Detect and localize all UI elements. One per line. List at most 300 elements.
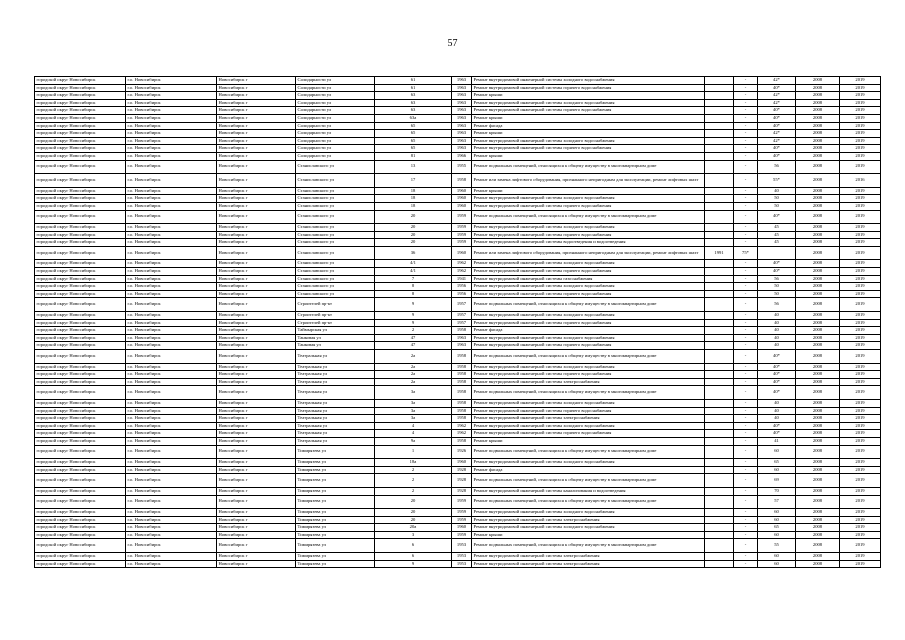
table-row [35, 466, 881, 474]
cell-value-1 [705, 386, 734, 400]
cell-house-number: 18 [375, 202, 452, 210]
cell-house-number: 20 [375, 231, 452, 239]
cell-municipal-district: городской округ Новосибирск [35, 130, 126, 138]
cell-municipality: г.о. Новосибирск [126, 275, 217, 283]
cell-year-from: 2008 [796, 466, 840, 474]
cell-value-3: 40* [758, 152, 796, 160]
cell-work-type: Ремонт подвальных помещений, относящихся к общему имуществу в многоквартирном доме [472, 474, 705, 488]
cell-year-to: 2019 [840, 539, 881, 553]
cell-street: Станиславского ул [296, 290, 375, 298]
cell-build-year: 1956 [452, 283, 472, 291]
cell-build-year: 1953 [452, 539, 472, 553]
cell-municipal-district: городской округ Новосибирск [35, 145, 126, 153]
cell-municipal-district: городской округ Новосибирск [35, 378, 126, 386]
cell-year-from: 2008 [796, 386, 840, 400]
cell-value-2: - [734, 268, 758, 276]
cell-work-type: Ремонт внутридомовой инженерной системы электроснабжения [472, 516, 705, 524]
cell-value-3: 56 [758, 275, 796, 283]
cell-value-2: - [734, 202, 758, 210]
cell-municipal-district: городской округ Новосибирск [35, 415, 126, 423]
cell-year-to: 2019 [840, 386, 881, 400]
table-row [35, 99, 881, 107]
cell-year-to: 2019 [840, 350, 881, 364]
cell-year-from: 2008 [796, 152, 840, 160]
cell-year-to: 2019 [840, 283, 881, 291]
cell-municipality: г.о. Новосибирск [126, 430, 217, 438]
cell-locality: Новосибирск г [217, 466, 296, 474]
cell-year-to: 2019 [840, 430, 881, 438]
cell-build-year: 1926 [452, 445, 472, 459]
cell-work-type: Ремонт крыши [472, 187, 705, 195]
cell-work-type: Ремонт крыши [472, 114, 705, 122]
cell-locality: Новосибирск г [217, 319, 296, 327]
cell-year-from: 2008 [796, 77, 840, 85]
table-row [35, 137, 881, 145]
cell-locality: Новосибирск г [217, 107, 296, 115]
cell-value-2: - [734, 283, 758, 291]
cell-value-1 [705, 312, 734, 320]
cell-build-year: 1928 [452, 487, 472, 495]
cell-value-2: - [734, 92, 758, 100]
table-row [35, 283, 881, 291]
cell-year-to: 2019 [840, 224, 881, 232]
cell-municipality: г.о. Новосибирск [126, 84, 217, 92]
table-row [35, 202, 881, 210]
cell-value-1 [705, 298, 734, 312]
cell-municipality: г.о. Новосибирск [126, 114, 217, 122]
cell-year-from: 2008 [796, 474, 840, 488]
cell-value-1 [705, 122, 734, 130]
cell-municipality: г.о. Новосибирск [126, 319, 217, 327]
cell-value-2: - [734, 122, 758, 130]
cell-locality: Новосибирск г [217, 407, 296, 415]
cell-municipal-district: городской округ Новосибирск [35, 407, 126, 415]
cell-house-number: 4/1 [375, 268, 452, 276]
cell-work-type: Ремонт подвальных помещений, относящихся к общему имуществу в многоквартирном доме [472, 386, 705, 400]
cell-year-to: 2019 [840, 77, 881, 85]
cell-work-type: Ремонт внутридомовой инженерной системы холодного водоснабжения [472, 459, 705, 467]
table-row [35, 363, 881, 371]
table-row [35, 107, 881, 115]
cell-value-1 [705, 239, 734, 247]
cell-house-number: 81 [375, 152, 452, 160]
table-row [35, 459, 881, 467]
cell-value-1 [705, 210, 734, 224]
cell-locality: Новосибирск г [217, 334, 296, 342]
cell-year-from: 2008 [796, 231, 840, 239]
cell-house-number: 8 [375, 283, 452, 291]
table-row [35, 487, 881, 495]
cell-municipal-district: городской округ Новосибирск [35, 290, 126, 298]
cell-value-2: - [734, 187, 758, 195]
cell-street: Станиславского ул [296, 174, 375, 188]
cell-house-number: 2 [375, 474, 452, 488]
cell-value-3: 40 [758, 187, 796, 195]
cell-municipal-district: городской округ Новосибирск [35, 239, 126, 247]
cell-street: Танковая ул [296, 334, 375, 342]
cell-year-from: 2008 [796, 246, 840, 260]
cell-municipal-district: городской округ Новосибирск [35, 531, 126, 539]
cell-year-from: 2008 [796, 268, 840, 276]
table-row [35, 298, 881, 312]
cell-locality: Новосибирск г [217, 371, 296, 379]
cell-build-year: 1963 [452, 137, 472, 145]
table-row [35, 195, 881, 203]
cell-municipal-district: городской округ Новосибирск [35, 137, 126, 145]
cell-municipality: г.о. Новосибирск [126, 516, 217, 524]
cell-value-2: - [734, 415, 758, 423]
table-body [35, 77, 881, 568]
cell-locality: Новосибирск г [217, 363, 296, 371]
cell-value-1 [705, 466, 734, 474]
cell-house-number: 13 [375, 160, 452, 174]
cell-municipality: г.о. Новосибирск [126, 371, 217, 379]
cell-value-3: 65 [758, 524, 796, 532]
table-row [35, 260, 881, 268]
cell-house-number: 7 [375, 275, 452, 283]
cell-build-year: 1953 [452, 553, 472, 561]
cell-value-3: 69 [758, 474, 796, 488]
cell-locality: Новосибирск г [217, 145, 296, 153]
cell-year-to: 2019 [840, 152, 881, 160]
cell-value-2: - [734, 114, 758, 122]
cell-street: Театральная ул [296, 430, 375, 438]
cell-build-year: 1960 [452, 524, 472, 532]
cell-work-type: Ремонт внутридомовой инженерной системы холодного водоснабжения [472, 509, 705, 517]
cell-value-3: 60 [758, 509, 796, 517]
table-row [35, 174, 881, 188]
cell-locality: Новосибирск г [217, 231, 296, 239]
cell-municipality: г.о. Новосибирск [126, 553, 217, 561]
cell-build-year: 1928 [452, 474, 472, 488]
cell-year-from: 2008 [796, 407, 840, 415]
cell-house-number: 3 [375, 531, 452, 539]
cell-value-1 [705, 415, 734, 423]
cell-municipal-district: городской округ Новосибирск [35, 560, 126, 568]
cell-street: Солидарности ул [296, 114, 375, 122]
cell-municipality: г.о. Новосибирск [126, 99, 217, 107]
cell-locality: Новосибирск г [217, 350, 296, 364]
cell-value-1 [705, 495, 734, 509]
cell-locality: Новосибирск г [217, 327, 296, 335]
cell-municipal-district: городской округ Новосибирск [35, 114, 126, 122]
cell-municipal-district: городской округ Новосибирск [35, 298, 126, 312]
cell-year-to: 2019 [840, 363, 881, 371]
cell-house-number: 2а [375, 363, 452, 371]
cell-municipal-district: городской округ Новосибирск [35, 195, 126, 203]
cell-work-type: Ремонт крыши [472, 92, 705, 100]
cell-house-number: 20 [375, 239, 452, 247]
cell-municipal-district: городской округ Новосибирск [35, 202, 126, 210]
cell-work-type: Ремонт фасада [472, 466, 705, 474]
cell-locality: Новосибирск г [217, 202, 296, 210]
cell-year-from: 2008 [796, 187, 840, 195]
cell-house-number: 20 [375, 509, 452, 517]
cell-municipal-district: городской округ Новосибирск [35, 268, 126, 276]
cell-locality: Новосибирск г [217, 378, 296, 386]
cell-value-2: - [734, 474, 758, 488]
cell-street: Солидарности ул [296, 99, 375, 107]
cell-value-2: - [734, 334, 758, 342]
cell-street: Тимирязева ул [296, 539, 375, 553]
cell-value-3: 40* [758, 378, 796, 386]
cell-municipality: г.о. Новосибирск [126, 122, 217, 130]
cell-municipal-district: городской округ Новосибирск [35, 466, 126, 474]
cell-locality: Новосибирск г [217, 474, 296, 488]
cell-house-number: 65 [375, 130, 452, 138]
cell-value-1 [705, 84, 734, 92]
cell-value-2: - [734, 553, 758, 561]
cell-value-1 [705, 260, 734, 268]
table-row [35, 246, 881, 260]
cell-year-to: 2019 [840, 137, 881, 145]
cell-build-year: 1958 [452, 327, 472, 335]
cell-house-number: 63 [375, 107, 452, 115]
cell-build-year: 1963 [452, 342, 472, 350]
cell-municipality: г.о. Новосибирск [126, 202, 217, 210]
table-row [35, 437, 881, 445]
cell-value-3: 40* [758, 114, 796, 122]
cell-build-year: 1959 [452, 495, 472, 509]
cell-value-2: - [734, 487, 758, 495]
cell-value-1 [705, 459, 734, 467]
cell-year-to: 2019 [840, 399, 881, 407]
cell-build-year: 1963 [452, 92, 472, 100]
cell-value-1 [705, 77, 734, 85]
cell-value-1 [705, 202, 734, 210]
cell-municipality: г.о. Новосибирск [126, 560, 217, 568]
cell-street: Станиславского ул [296, 283, 375, 291]
table-row [35, 312, 881, 320]
table-row [35, 231, 881, 239]
cell-municipal-district: городской округ Новосибирск [35, 437, 126, 445]
cell-year-to: 2019 [840, 92, 881, 100]
cell-year-to: 2019 [840, 246, 881, 260]
cell-locality: Новосибирск г [217, 239, 296, 247]
cell-year-to: 2019 [840, 231, 881, 239]
cell-house-number: 17 [375, 174, 452, 188]
cell-municipal-district: городской округ Новосибирск [35, 327, 126, 335]
cell-value-2: - [734, 275, 758, 283]
cell-value-2: - [734, 509, 758, 517]
cell-build-year: 1958 [452, 363, 472, 371]
cell-build-year: 1963 [452, 130, 472, 138]
cell-work-type: Ремонт подвальных помещений, относящихся к общему имуществу в многоквартирном доме [472, 210, 705, 224]
cell-street: Солидарности ул [296, 137, 375, 145]
cell-work-type: Ремонт внутридомовой инженерной системы холодного водоснабжения [472, 422, 705, 430]
cell-municipal-district: городской округ Новосибирск [35, 516, 126, 524]
cell-value-2: - [734, 445, 758, 459]
cell-municipality: г.о. Новосибирск [126, 334, 217, 342]
cell-value-1 [705, 371, 734, 379]
cell-house-number: 6 [375, 553, 452, 561]
cell-locality: Новосибирск г [217, 509, 296, 517]
cell-work-type: Ремонт фасада [472, 122, 705, 130]
cell-value-3: 42* [758, 137, 796, 145]
cell-year-to: 2019 [840, 107, 881, 115]
cell-work-type: Ремонт внутридомовой инженерной системы электроснабжения [472, 553, 705, 561]
cell-work-type: Ремонт подвальных помещений, относящихся к общему имуществу в многоквартирном доме [472, 350, 705, 364]
cell-locality: Новосибирск г [217, 77, 296, 85]
cell-municipality: г.о. Новосибирск [126, 268, 217, 276]
cell-house-number: 8 [375, 290, 452, 298]
cell-value-3: 50 [758, 195, 796, 203]
cell-street: Тимирязева ул [296, 466, 375, 474]
cell-build-year: 1928 [452, 466, 472, 474]
table-row [35, 539, 881, 553]
cell-year-from: 2008 [796, 107, 840, 115]
cell-value-3: 60 [758, 553, 796, 561]
cell-value-2: - [734, 466, 758, 474]
cell-house-number: 1 [375, 445, 452, 459]
cell-value-2: - [734, 231, 758, 239]
table-row [35, 445, 881, 459]
cell-year-from: 2008 [796, 430, 840, 438]
cell-work-type: Ремонт фасада [472, 327, 705, 335]
cell-municipal-district: городской округ Новосибирск [35, 210, 126, 224]
cell-municipality: г.о. Новосибирск [126, 239, 217, 247]
table-row [35, 210, 881, 224]
cell-street: Солидарности ул [296, 122, 375, 130]
cell-municipality: г.о. Новосибирск [126, 160, 217, 174]
cell-value-3: 55* [758, 174, 796, 188]
cell-year-to: 2019 [840, 114, 881, 122]
cell-value-1 [705, 422, 734, 430]
cell-work-type: Ремонт подвальных помещений, относящихся к общему имуществу в многоквартирном доме [472, 445, 705, 459]
cell-value-3: 42* [758, 92, 796, 100]
cell-value-1 [705, 152, 734, 160]
cell-municipality: г.о. Новосибирск [126, 327, 217, 335]
cell-municipal-district: городской округ Новосибирск [35, 92, 126, 100]
cell-value-2: - [734, 160, 758, 174]
cell-street: Тимирязева ул [296, 553, 375, 561]
cell-street: Тимирязева ул [296, 516, 375, 524]
cell-house-number: 2 [375, 466, 452, 474]
cell-work-type: Ремонт внутридомовой инженерной системы горячего водоснабжения [472, 231, 705, 239]
cell-work-type: Ремонт крыши [472, 130, 705, 138]
cell-street: Солидарности ул [296, 77, 375, 85]
cell-year-from: 2008 [796, 290, 840, 298]
cell-work-type: Ремонт внутридомовой инженерной системы холодного водоснабжения [472, 77, 705, 85]
cell-year-to: 2019 [840, 422, 881, 430]
cell-value-2: - [734, 378, 758, 386]
cell-build-year: 1962 [452, 260, 472, 268]
cell-build-year: 1960 [452, 246, 472, 260]
cell-value-1 [705, 531, 734, 539]
cell-work-type: Ремонт крыши [472, 531, 705, 539]
table-row [35, 319, 881, 327]
cell-municipal-district: городской округ Новосибирск [35, 363, 126, 371]
cell-street: Тимирязева ул [296, 474, 375, 488]
cell-year-to: 2019 [840, 84, 881, 92]
cell-value-2: - [734, 99, 758, 107]
cell-year-to: 2019 [840, 495, 881, 509]
cell-year-from: 2008 [796, 334, 840, 342]
cell-locality: Новосибирск г [217, 174, 296, 188]
cell-house-number: 65 [375, 122, 452, 130]
cell-year-to: 2019 [840, 474, 881, 488]
cell-street: Станиславского ул [296, 195, 375, 203]
cell-street: Таймырская ул [296, 327, 375, 335]
cell-value-1 [705, 268, 734, 276]
table-row [35, 531, 881, 539]
cell-build-year: 1960 [452, 195, 472, 203]
cell-municipality: г.о. Новосибирск [126, 363, 217, 371]
cell-build-year: 1958 [452, 437, 472, 445]
cell-locality: Новосибирск г [217, 553, 296, 561]
cell-value-3: 40* [758, 430, 796, 438]
cell-house-number: 6 [375, 539, 452, 553]
cell-work-type: Ремонт внутридомовой инженерной системы горячего водоснабжения [472, 268, 705, 276]
table-row [35, 350, 881, 364]
cell-value-1 [705, 114, 734, 122]
cell-value-2: - [734, 422, 758, 430]
cell-year-from: 2008 [796, 122, 840, 130]
table-row [35, 152, 881, 160]
cell-house-number: 20 [375, 516, 452, 524]
cell-municipality: г.о. Новосибирск [126, 474, 217, 488]
cell-year-from: 2008 [796, 327, 840, 335]
cell-year-from: 2008 [796, 319, 840, 327]
cell-house-number: 36 [375, 246, 452, 260]
cell-locality: Новосибирск г [217, 560, 296, 568]
cell-year-from: 2008 [796, 312, 840, 320]
cell-street: Станиславского ул [296, 224, 375, 232]
cell-build-year: 1962 [452, 422, 472, 430]
cell-locality: Новосибирск г [217, 342, 296, 350]
cell-value-3: 45 [758, 239, 796, 247]
cell-year-to: 2019 [840, 210, 881, 224]
cell-street: Тимирязева ул [296, 560, 375, 568]
cell-year-from: 2008 [796, 445, 840, 459]
cell-value-3: 40* [758, 386, 796, 400]
cell-value-2: - [734, 371, 758, 379]
cell-work-type: Ремонт внутридомовой инженерной системы холодного водоснабжения [472, 399, 705, 407]
cell-work-type: Ремонт внутридомовой инженерной системы электроснабжения [472, 560, 705, 568]
cell-municipality: г.о. Новосибирск [126, 283, 217, 291]
cell-work-type: Ремонт внутридомовой инженерной системы газоснабжения [472, 275, 705, 283]
table-row [35, 145, 881, 153]
cell-house-number: 47 [375, 334, 452, 342]
cell-house-number: 9 [375, 298, 452, 312]
cell-municipality: г.о. Новосибирск [126, 386, 217, 400]
cell-locality: Новосибирск г [217, 84, 296, 92]
cell-year-from: 2008 [796, 437, 840, 445]
cell-municipal-district: городской округ Новосибирск [35, 152, 126, 160]
cell-value-2: - [734, 524, 758, 532]
table-row [35, 122, 881, 130]
cell-street: Станиславского ул [296, 202, 375, 210]
cell-build-year: 1959 [452, 231, 472, 239]
cell-year-from: 2008 [796, 422, 840, 430]
cell-year-to: 2019 [840, 487, 881, 495]
cell-municipality: г.о. Новосибирск [126, 298, 217, 312]
cell-value-3: 70 [758, 487, 796, 495]
cell-locality: Новосибирск г [217, 516, 296, 524]
cell-value-2: - [734, 107, 758, 115]
cell-municipal-district: городской округ Новосибирск [35, 474, 126, 488]
cell-value-2: - [734, 531, 758, 539]
cell-locality: Новосибирск г [217, 130, 296, 138]
cell-value-3: 40* [758, 260, 796, 268]
cell-municipal-district: городской округ Новосибирск [35, 509, 126, 517]
cell-value-3: 40 [758, 319, 796, 327]
cell-year-to: 2019 [840, 160, 881, 174]
cell-locality: Новосибирск г [217, 99, 296, 107]
cell-street: Тимирязева ул [296, 445, 375, 459]
cell-build-year: 1958 [452, 407, 472, 415]
cell-municipal-district: городской округ Новосибирск [35, 246, 126, 260]
